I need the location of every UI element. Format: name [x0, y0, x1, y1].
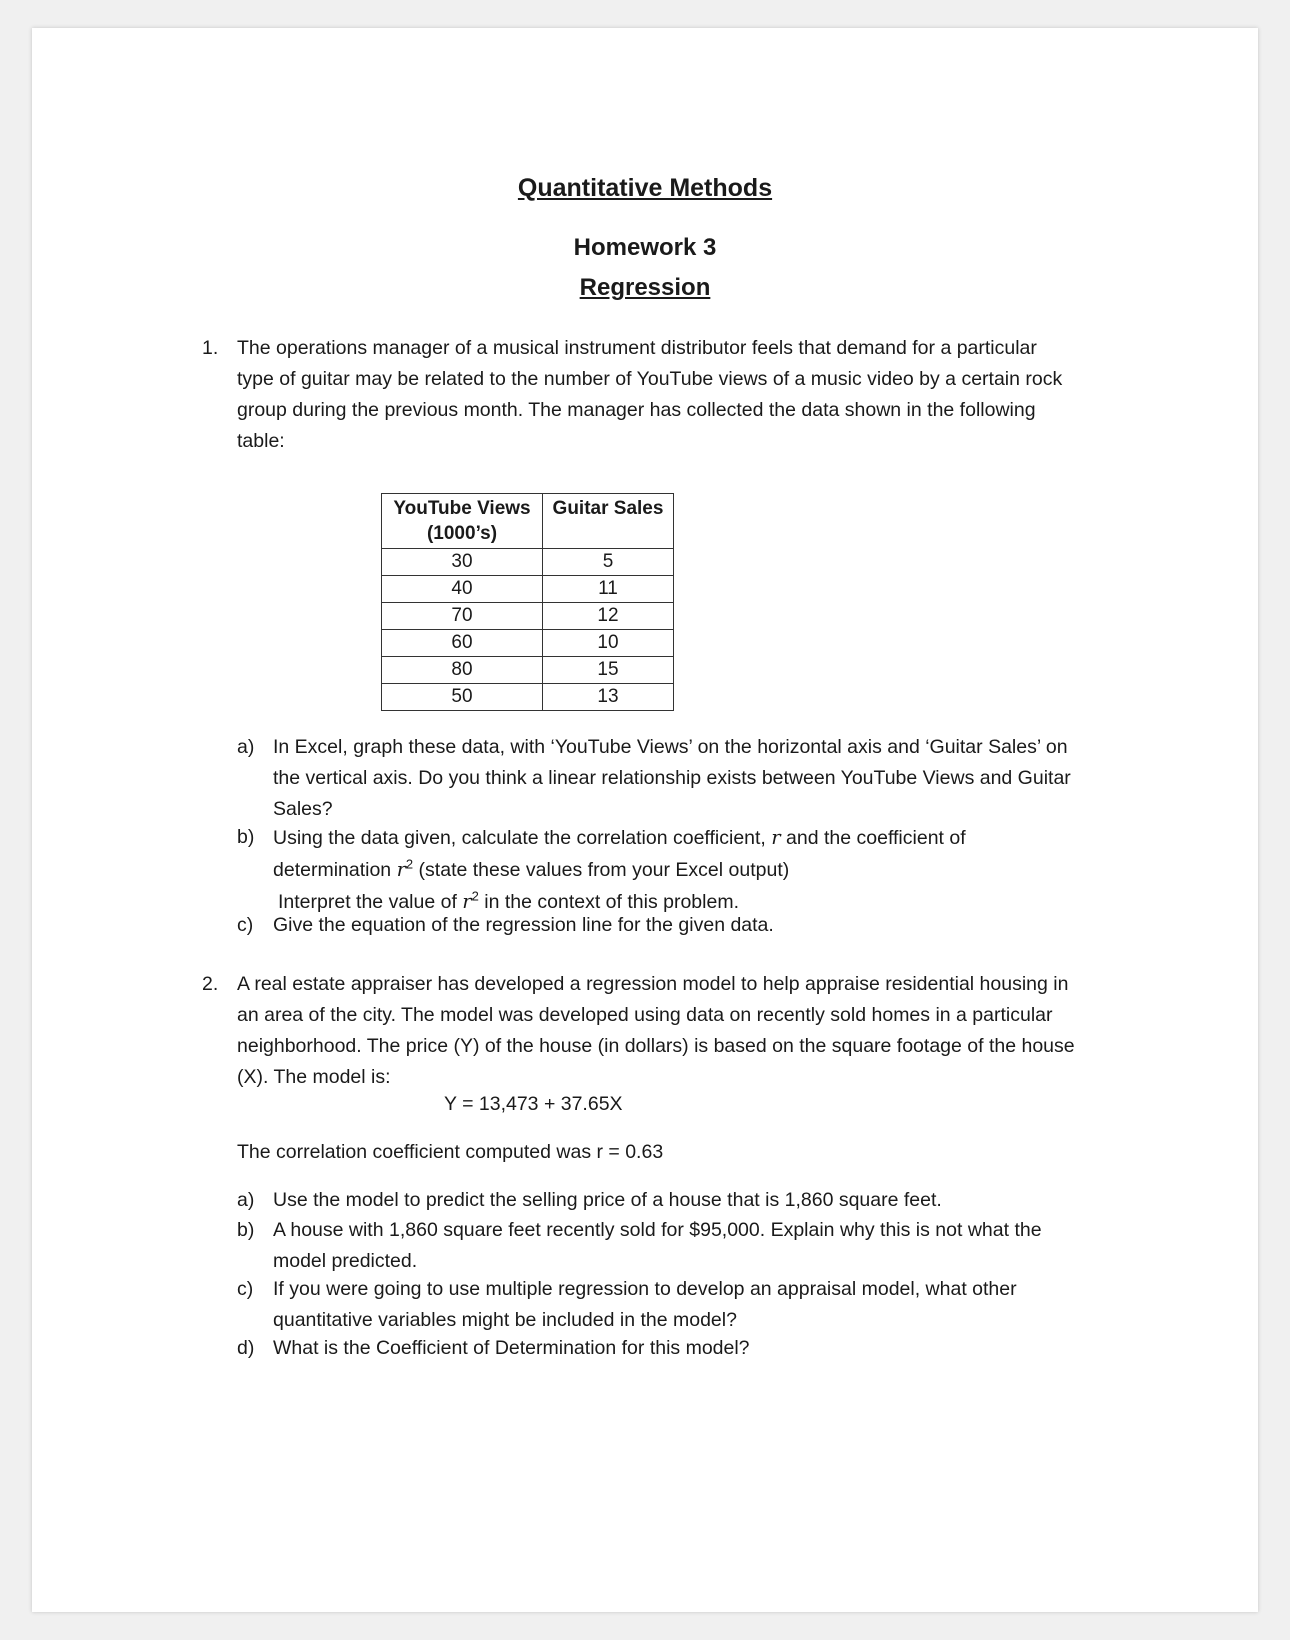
table-cell: 15 — [543, 657, 674, 684]
q1-part-c — [237, 910, 1137, 941]
part-label: a) — [237, 1189, 255, 1211]
homework-title: Homework 3 — [573, 234, 717, 261]
part-label: c) — [237, 1278, 254, 1300]
part-label: d) — [237, 1337, 255, 1359]
table-row — [382, 576, 674, 603]
part-line: Use the model to predict the selling price of a house that is 1,860 square feet. — [273, 1189, 942, 1211]
document-page — [32, 28, 1258, 1612]
part-line: If you were going to use multiple regression to develop an appraisal model, what other — [273, 1278, 1017, 1300]
q1-part-a — [237, 732, 1137, 825]
course-title: Quantitative Methods — [517, 174, 773, 202]
q2-line: an area of the city. The model was developed using data on recently sold homes in a particular — [237, 1004, 1053, 1026]
q1-number: 1. — [202, 337, 219, 359]
correlation-statement: The correlation coefficient computed was r = 0.63 — [237, 1141, 664, 1163]
part-label: b) — [237, 826, 255, 848]
q1-line: type of guitar may be related to the number of YouTube views of a music video by a certain rock — [237, 368, 1063, 390]
table-row — [382, 657, 674, 684]
q2-part-d — [237, 1333, 1137, 1364]
q1-part-b — [237, 822, 1137, 915]
q1-line: table: — [237, 430, 285, 452]
part-line: A house with 1,860 square feet recently sold for $95,000. Explain why this is not what the — [273, 1219, 1042, 1241]
r-squared-symbol: r — [396, 858, 406, 881]
q2-prompt — [237, 969, 1075, 1093]
q2-number: 2. — [202, 973, 219, 995]
table-cell: 11 — [543, 576, 674, 603]
q1-prompt — [237, 333, 1062, 457]
table-cell: 70 — [382, 603, 543, 630]
q2-part-c — [237, 1274, 1137, 1336]
column-header-guitar-sales: Guitar Sales — [543, 494, 674, 549]
part-label: b) — [237, 1219, 255, 1241]
q2-line: neighborhood. The price (Y) of the house (in dollars) is based on the square footage of the house — [237, 1035, 1075, 1057]
part-label: a) — [237, 736, 255, 758]
part-line: Using the data given, calculate the correlation coefficient, r and the coefficient of — [273, 826, 966, 849]
table-row — [382, 684, 674, 711]
table-cell: 80 — [382, 657, 543, 684]
table-row — [382, 603, 674, 630]
q2-part-b — [237, 1215, 1137, 1277]
q1-line: The operations manager of a musical instrument distributor feels that demand for a particular — [237, 337, 1037, 359]
part-line: model predicted. — [273, 1250, 418, 1272]
table-cell: 60 — [382, 630, 543, 657]
regression-equation: Y = 13,473 + 37.65X — [444, 1093, 623, 1115]
q2-part-a — [237, 1185, 1137, 1216]
part-line: determination $r^2$ (state these values from your Excel output) — [273, 856, 790, 881]
table-cell: 5 — [543, 549, 674, 576]
part-line: quantitative variables might be included in the model? — [273, 1309, 737, 1331]
part-line: Interpret the value of $r^2$ in the context of this problem. — [278, 888, 739, 913]
table-row — [382, 549, 674, 576]
part-line: Sales? — [273, 798, 333, 820]
table-cell: 50 — [382, 684, 543, 711]
table-cell: 10 — [543, 630, 674, 657]
table-cell: 12 — [543, 603, 674, 630]
part-line: In Excel, graph these data, with ‘YouTube Views’ on the horizontal axis and ‘Guitar Sales’ on — [273, 736, 1068, 758]
part-line: the vertical axis. Do you think a linear relationship exists between YouTube Views and Guitar — [273, 767, 1071, 789]
part-line: Give the equation of the regression line for the given data. — [273, 914, 774, 936]
column-header-youtube-views: YouTube Views (1000’s) — [382, 494, 543, 549]
part-label: c) — [237, 914, 254, 936]
table-row — [382, 630, 674, 657]
table-cell: 40 — [382, 576, 543, 603]
table-cell: 30 — [382, 549, 543, 576]
data-table — [381, 493, 674, 711]
part-line: What is the Coefficient of Determination for this model? — [273, 1337, 750, 1359]
q2-line: (X). The model is: — [237, 1066, 391, 1088]
table-cell: 13 — [543, 684, 674, 711]
q2-line: A real estate appraiser has developed a regression model to help appraise residential housing in — [237, 973, 1069, 995]
topic-title: Regression — [579, 274, 711, 301]
q1-line: group during the previous month. The manager has collected the data shown in the following — [237, 399, 1036, 421]
table-header-row — [382, 494, 674, 549]
